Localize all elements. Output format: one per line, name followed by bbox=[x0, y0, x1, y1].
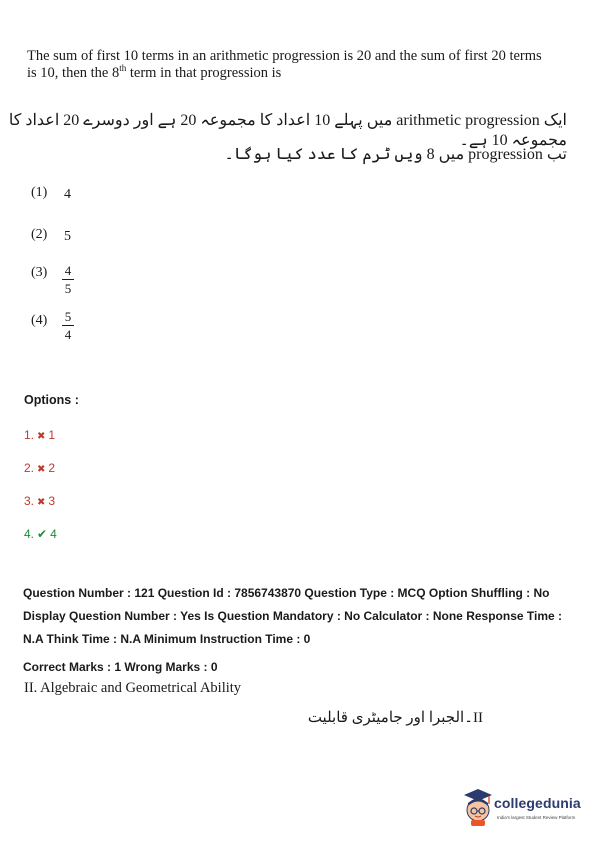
question-text-end: term in that progression is bbox=[126, 65, 282, 81]
answer-option-2 bbox=[24, 461, 55, 475]
choice-4-denominator: 4 bbox=[64, 327, 72, 342]
answer-option-4 bbox=[24, 527, 57, 541]
fraction-bar bbox=[62, 279, 74, 280]
ordinal-suffix: th bbox=[119, 63, 127, 73]
answer-option-label: 4 bbox=[50, 527, 57, 541]
choice-1-number: (1) bbox=[31, 185, 48, 200]
answer-option-label: 3 bbox=[48, 494, 56, 508]
answer-option-1 bbox=[24, 428, 55, 442]
check-icon: ✔ bbox=[37, 527, 48, 541]
choice-4-numerator: 5 bbox=[64, 309, 72, 324]
answer-option-prefix: 1. bbox=[24, 428, 35, 442]
choice-3-denominator: 5 bbox=[64, 281, 72, 296]
answer-option-prefix: 2. bbox=[24, 461, 35, 475]
choice-3-numerator: 4 bbox=[64, 263, 72, 278]
fraction-bar bbox=[62, 325, 74, 326]
answer-option-label: 1 bbox=[48, 428, 56, 442]
question-text bbox=[27, 48, 547, 82]
question-metadata: Question Number : 121 Question Id : 7856743870 Question Type : MCQ Option Shuffling : No Display Question Number : Yes Is Question Mandatory : No Calculator : None Response Time : N.A Think Time : N.A Minimum Instruction Time : 0 bbox=[23, 586, 562, 646]
question-urdu-line-2: تب progression میں 8 ویں ٹرم کا عدد کیا ہوگا۔ bbox=[224, 146, 567, 163]
cross-icon: ✖ bbox=[37, 464, 46, 475]
answer-option-prefix: 4. bbox=[24, 527, 35, 541]
choice-3-fraction bbox=[62, 263, 74, 296]
options-heading: Options : bbox=[24, 393, 79, 407]
question-text-main: The sum of first 10 terms in an arithmetic progression is 20 and the sum of first 20 terms is 10, then the 8 bbox=[27, 48, 542, 81]
choice-4-fraction bbox=[62, 309, 74, 342]
answer-option-3 bbox=[24, 494, 55, 508]
answer-option-prefix: 3. bbox=[24, 494, 35, 508]
choice-2-number: (2) bbox=[31, 227, 48, 242]
question-urdu-line-1: ایک arithmetic progression میں پہلے 10 اعداد کا مجموعہ 20 ہے اور دوسرے 20 اعداد کا مجموعہ 10 ہے۔ bbox=[8, 112, 567, 149]
cross-icon: ✖ bbox=[37, 431, 46, 442]
brand-name: collegedunia bbox=[494, 795, 581, 811]
marks-info: Correct Marks : 1 Wrong Marks : 0 bbox=[23, 660, 218, 674]
section-title: II. Algebraic and Geometrical Ability bbox=[24, 680, 242, 696]
section-title-urdu: II۔الجبرا اور جامیٹری قابلیت bbox=[307, 710, 483, 726]
brand-tagline: India's largest Student Review Platform bbox=[497, 815, 576, 820]
choice-3-number: (3) bbox=[31, 265, 48, 280]
choice-2-value: 5 bbox=[64, 229, 71, 244]
collegedunia-logo-icon bbox=[462, 787, 494, 827]
cross-icon: ✖ bbox=[37, 497, 46, 508]
choice-4-number: (4) bbox=[31, 313, 48, 328]
choice-1-value: 4 bbox=[64, 187, 71, 202]
answer-option-label: 2 bbox=[48, 461, 56, 475]
